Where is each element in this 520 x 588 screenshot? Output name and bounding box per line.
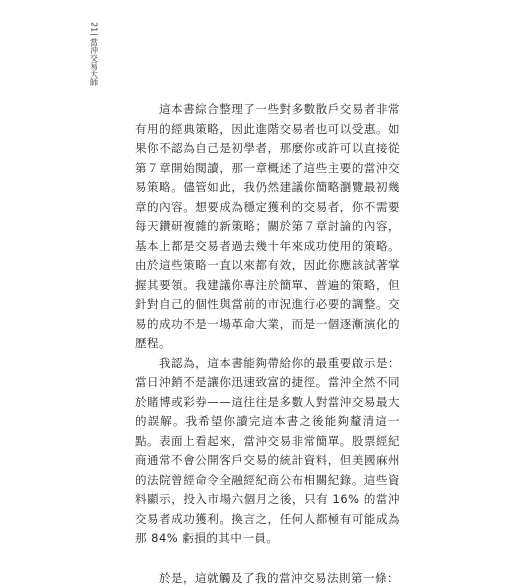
page-number: 21 — [90, 22, 99, 32]
paragraph-1: 這本書綜合整理了一些對多數散戶交易者非常有用的經典策略，因此進階交易者也可以受惠。如果你不認為自己是初學者，那麼你或許可以直接從第７章開始閱讀，那一章概述了這些主要的當沖交易策略。儘管如此，我仍然建議你簡略瀏覽最初幾章的內容。想要成為穩定獲利的交易者，你不需要每天鑽研複雜的新策略；關於第７章討論的內容，基本上都是交易者過去幾十年來成功使用的策略。由於這些策略一直以來都有效，因此你應該試著掌握其要領。我建議你專注於簡單、普遍的策略，但針對自己的個性與當前的市況進行必要的調整。交易的成功不是一場革命大業，而是一個逐漸演化的歷程。 — [135, 100, 400, 354]
header-divider — [90, 34, 98, 35]
running-head: 當沖交易大師 — [90, 38, 99, 86]
paragraph-2: 我認為，這本書能夠帶給你的最重要啟示是：當日沖銷不是讓你迅速致富的捷徑。當沖全然不同於賭博或彩券——這往往是多數人對當沖交易最大的誤解。我希望你讀完這本書之後能夠釐清這一點。表面上看起來，當沖交易非常簡單。股票經紀商通常不會公開客戶交易的統計資料，但美國麻州的法院曾經命令全融經紀商公布相關紀錄。這些資料顯示，投入市場六個月之後，只有 16% 的當沖交易者成功獲利。換言之，任何人都極有可能成為那 84% 虧損的其中一員。 — [135, 354, 400, 549]
paragraph-3: 於是，這就觸及了我的當沖交易法則第一條： — [135, 569, 400, 588]
side-header — [88, 22, 100, 86]
body-text — [135, 100, 400, 588]
